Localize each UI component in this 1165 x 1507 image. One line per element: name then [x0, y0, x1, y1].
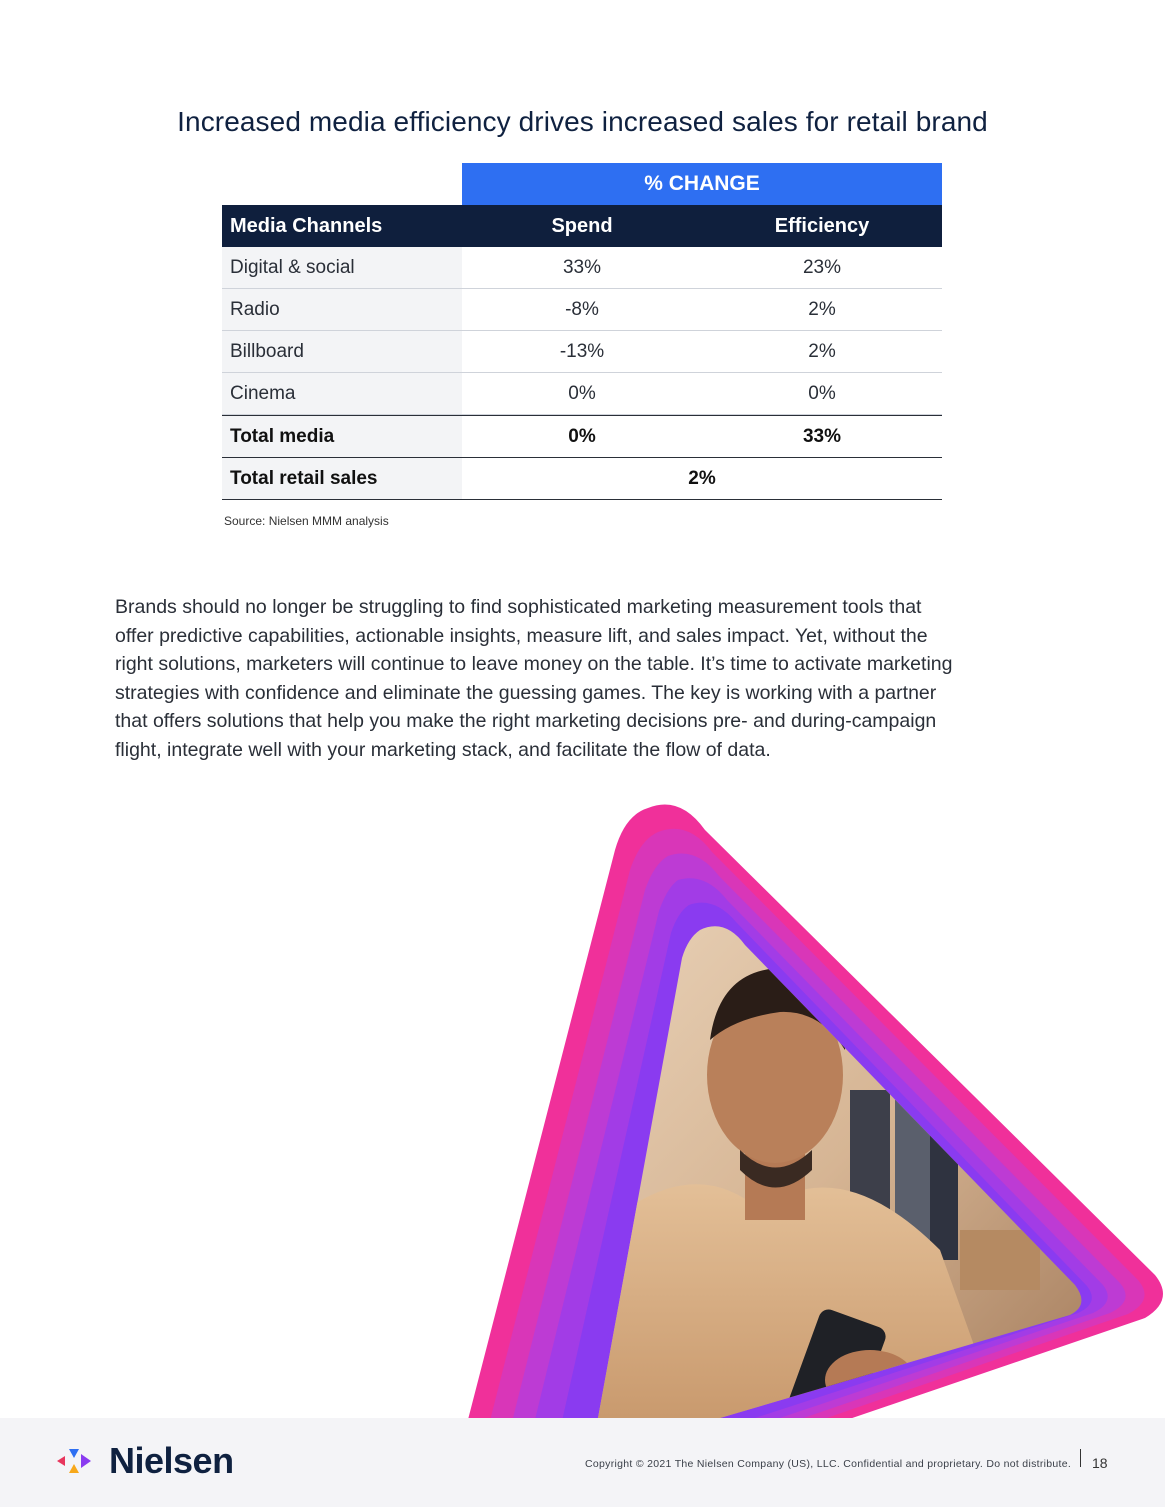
source-note: Source: Nielsen MMM analysis — [224, 514, 389, 528]
body-line: right solutions, marketers will continue to leave money on the table. It’s time to activate marketing — [115, 653, 953, 676]
total-media-label: Total media — [222, 416, 462, 457]
body-line: offer predictive capabilities, actionable insights, measure lift, and sales impact. Yet, without the — [115, 624, 928, 647]
brand-name: Nielsen — [109, 1440, 234, 1481]
page-number: 18 — [1092, 1455, 1108, 1471]
nielsen-logo-icon — [57, 1446, 103, 1476]
channel-cell: Cinema — [222, 373, 462, 414]
spend-cell: 0% — [568, 382, 596, 404]
efficiency-cell: 2% — [808, 340, 836, 362]
percent-change-header: % CHANGE — [462, 163, 942, 205]
body-line: strategies with confidence and eliminate the guessing games. The key is working with a partner — [115, 681, 937, 704]
spend-cell: -13% — [559, 340, 605, 362]
efficiency-cell: 23% — [802, 256, 842, 278]
total-media-efficiency: 33% — [802, 425, 842, 447]
efficiency-cell: 0% — [808, 382, 836, 404]
body-line: flight, integrate well with your marketing stack, and facilitate the flow of data. — [115, 738, 771, 761]
channel-cell: Radio — [222, 289, 462, 330]
efficiency-cell: 2% — [808, 298, 836, 320]
column-header-efficiency: Efficiency — [774, 214, 870, 237]
copyright-notice: Copyright © 2021 The Nielsen Company (US), LLC. Confidential and proprietary. Do not distribute. — [585, 1458, 1072, 1470]
total-sales-label: Total retail sales — [222, 458, 462, 499]
body-line: Brands should no longer be struggling to find sophisticated marketing measurement tools that — [115, 596, 922, 618]
spend-cell: 33% — [562, 256, 602, 278]
total-sales-value: 2% — [688, 467, 716, 489]
column-header-spend: Spend — [551, 214, 613, 237]
page-title: Increased media efficiency drives increased sales for retail brand — [177, 106, 988, 137]
channel-cell: Billboard — [222, 331, 462, 372]
channel-cell: Digital & social — [222, 247, 462, 288]
page-number-divider — [1080, 1449, 1081, 1467]
total-media-spend: 0% — [568, 425, 596, 447]
body-line: that offers solutions that help you make the right marketing decisions pre- and during-campaign — [115, 710, 937, 733]
column-header-media-channels: Media Channels — [230, 214, 383, 237]
spend-cell: -8% — [565, 298, 599, 320]
nielsen-logo — [57, 1440, 234, 1482]
